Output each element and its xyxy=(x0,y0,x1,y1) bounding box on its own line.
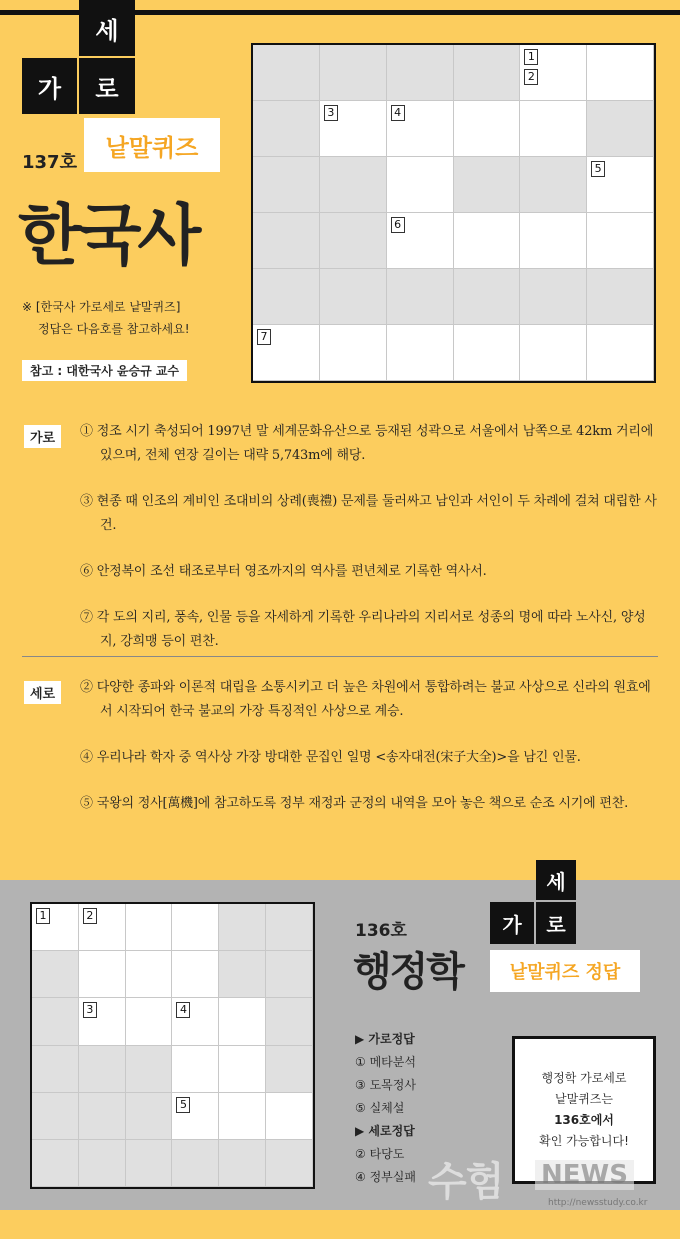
grid-cell[interactable] xyxy=(79,1093,126,1140)
note-line-2: 정답은 다음호를 참고하세요! xyxy=(38,322,190,336)
grid-cell[interactable] xyxy=(320,213,387,269)
grid-cell[interactable] xyxy=(266,1093,313,1140)
down-clue-4: ④ 우리나라 학자 중 역사상 가장 방대한 문집인 일명 <송자대전(宋子大全)>을 남긴 인물. xyxy=(80,750,581,765)
grid-cell[interactable] xyxy=(126,904,173,951)
grid-cell[interactable] xyxy=(320,101,387,157)
grid-cell[interactable] xyxy=(172,1140,219,1187)
grid-cell[interactable] xyxy=(172,951,219,998)
grid-cell[interactable] xyxy=(126,951,173,998)
prev-title: 행정학 xyxy=(353,949,463,995)
grid-cell[interactable] xyxy=(32,951,79,998)
across-clue-3: ③ 현종 때 인조의 계비인 조대비의 상례(喪禮) 문제를 둘러싸고 남인과 서인이 두 차례에 걸쳐 대립한 사건. xyxy=(80,494,657,533)
grid-cell[interactable] xyxy=(387,213,454,269)
grid-cell[interactable] xyxy=(387,269,454,325)
grid-cell[interactable] xyxy=(219,998,266,1045)
grid-cell[interactable] xyxy=(454,157,521,213)
grid-cell[interactable] xyxy=(79,904,126,951)
grid-cell[interactable] xyxy=(266,998,313,1045)
down-clues xyxy=(80,676,660,838)
grid-cell[interactable] xyxy=(320,45,387,101)
across-clue-7: ⑦ 각 도의 지리, 풍속, 인물 등을 자세하게 기록한 우리나라의 지리서로 성종의 명에 따라 노사신, 양성지, 강희맹 등이 편찬. xyxy=(80,610,646,649)
notice-line: 확인 가능합니다! xyxy=(539,1134,629,1148)
grid-cell[interactable] xyxy=(253,157,320,213)
clue-number: 4 xyxy=(176,1002,190,1018)
grid-cell[interactable] xyxy=(266,1046,313,1093)
grid-cell[interactable] xyxy=(587,269,654,325)
grid-cell[interactable] xyxy=(32,998,79,1045)
grid-cell[interactable] xyxy=(172,1093,219,1140)
grid-cell[interactable] xyxy=(266,1140,313,1187)
logo-ga: 가 xyxy=(22,58,77,114)
grid-cell[interactable] xyxy=(79,998,126,1045)
grid-cell[interactable] xyxy=(79,1140,126,1187)
grid-cell[interactable] xyxy=(520,157,587,213)
prev-logo-se: 세 xyxy=(536,860,576,900)
grid-cell[interactable] xyxy=(126,1140,173,1187)
grid-cell[interactable] xyxy=(387,325,454,381)
grid-cell[interactable] xyxy=(266,904,313,951)
grid-cell[interactable] xyxy=(520,45,587,101)
clue-number: 1 xyxy=(524,49,538,65)
grid-cell[interactable] xyxy=(32,1140,79,1187)
prev-logo-ro: 로 xyxy=(536,902,576,944)
grid-cell[interactable] xyxy=(32,904,79,951)
reference-label: 참고 : 대한국사 윤승규 교수 xyxy=(22,360,187,381)
grid-cell[interactable] xyxy=(454,325,521,381)
across-clues xyxy=(80,420,660,676)
down-tag: 세로 xyxy=(24,681,61,704)
grid-cell[interactable] xyxy=(253,101,320,157)
prev-issue-number: 136호 xyxy=(355,921,407,941)
across-tag: 가로 xyxy=(24,425,61,448)
grid-cell[interactable] xyxy=(454,101,521,157)
grid-cell[interactable] xyxy=(32,1046,79,1093)
grid-cell[interactable] xyxy=(520,325,587,381)
grid-cell[interactable] xyxy=(587,213,654,269)
note-line-1: ※ [한국사 가로세로 낱말퀴즈] xyxy=(22,300,181,314)
grid-cell[interactable] xyxy=(454,269,521,325)
logo-ro: 로 xyxy=(79,58,135,114)
grid-cell[interactable] xyxy=(172,904,219,951)
grid-cell[interactable] xyxy=(454,45,521,101)
answer-note xyxy=(22,296,190,340)
grid-cell[interactable] xyxy=(454,213,521,269)
notice-line: 행정학 가로세로 xyxy=(541,1071,627,1085)
clue-number: 6 xyxy=(391,217,405,233)
grid-cell[interactable] xyxy=(219,1093,266,1140)
quiz-label: 낱말퀴즈 xyxy=(84,118,220,172)
grid-cell[interactable] xyxy=(172,998,219,1045)
issue-number: 137호 xyxy=(22,152,77,173)
clue-number: 2 xyxy=(524,69,538,85)
answer-list xyxy=(355,1028,416,1189)
clue-number: 5 xyxy=(591,161,605,177)
clue-number: 5 xyxy=(176,1097,190,1113)
grid-cell[interactable] xyxy=(253,269,320,325)
grid-cell[interactable] xyxy=(520,269,587,325)
crossword-grid-136[interactable] xyxy=(30,902,315,1189)
grid-cell[interactable] xyxy=(520,213,587,269)
grid-cell[interactable] xyxy=(172,1046,219,1093)
grid-cell[interactable] xyxy=(219,1140,266,1187)
grid-cell[interactable] xyxy=(587,325,654,381)
grid-cell[interactable] xyxy=(32,1093,79,1140)
watermark-logo: 수험 xyxy=(428,1159,504,1205)
grid-cell[interactable] xyxy=(253,213,320,269)
grid-cell[interactable] xyxy=(219,1046,266,1093)
across-clue-1: ① 정조 시기 축성되어 1997년 말 세계문화유산으로 등재된 성곽으로 서울에서 남쪽으로 42km 거리에 있으며, 전체 연장 길이는 대략 5,743m에 해당. xyxy=(80,424,654,463)
grid-cell[interactable] xyxy=(520,101,587,157)
grid-cell[interactable] xyxy=(126,1046,173,1093)
page-title: 한국사 xyxy=(18,197,198,274)
answer-item: ④ 정부실패 xyxy=(355,1170,416,1184)
clue-number: 3 xyxy=(83,1002,97,1018)
grid-cell[interactable] xyxy=(587,157,654,213)
crossword-grid-137[interactable] xyxy=(251,43,656,383)
prev-quiz-label: 낱말퀴즈 정답 xyxy=(490,950,640,992)
across-clue-6: ⑥ 안정복이 조선 태조로부터 영조까지의 역사를 편년체로 기록한 역사서. xyxy=(80,564,487,579)
prev-logo-ga: 가 xyxy=(490,902,534,944)
clue-number: 7 xyxy=(257,329,271,345)
watermark-url: http://newsstudy.co.kr xyxy=(548,1198,648,1208)
clue-number: 1 xyxy=(36,908,50,924)
grid-cell[interactable] xyxy=(320,269,387,325)
across-answer-heading: ▶ 가로정답 xyxy=(355,1032,415,1046)
notice-line: 136호에서 xyxy=(554,1113,614,1127)
answer-item: ⑤ 실체설 xyxy=(355,1101,405,1115)
down-clue-5: ⑤ 국왕의 정사[萬機]에 참고하도록 정부 재정과 군정의 내역을 모아 놓은 책으로 순조 시기에 편찬. xyxy=(80,796,629,811)
grid-cell[interactable] xyxy=(253,45,320,101)
watermark-news: NEWS xyxy=(535,1160,634,1190)
grid-cell[interactable] xyxy=(126,998,173,1045)
notice-line: 낱말퀴즈는 xyxy=(555,1092,613,1106)
answer-item: ① 메타분석 xyxy=(355,1055,416,1069)
grid-cell[interactable] xyxy=(126,1093,173,1140)
grid-cell[interactable] xyxy=(219,904,266,951)
grid-cell[interactable] xyxy=(79,1046,126,1093)
grid-cell[interactable] xyxy=(79,951,126,998)
clue-number: 4 xyxy=(391,105,405,121)
grid-cell[interactable] xyxy=(387,101,454,157)
grid-cell[interactable] xyxy=(266,951,313,998)
clue-number: 2 xyxy=(83,908,97,924)
footer-band xyxy=(0,1210,680,1239)
logo-se: 세 xyxy=(79,0,135,56)
answer-item: ③ 도목정사 xyxy=(355,1078,416,1092)
section-divider xyxy=(22,656,658,657)
grid-cell[interactable] xyxy=(219,951,266,998)
grid-cell[interactable] xyxy=(320,325,387,381)
clue-number: 3 xyxy=(324,105,338,121)
grid-cell[interactable] xyxy=(387,157,454,213)
down-clue-2: ② 다양한 종파와 이론적 대립을 소통시키고 더 높은 차원에서 통합하려는 불교 사상으로 신라의 원효에서 시작되어 한국 불교의 가장 특징적인 사상으로 계승. xyxy=(80,680,651,719)
grid-cell[interactable] xyxy=(387,45,454,101)
grid-cell[interactable] xyxy=(587,45,654,101)
answer-item: ② 타당도 xyxy=(355,1147,405,1161)
grid-cell[interactable] xyxy=(587,101,654,157)
grid-cell[interactable] xyxy=(320,157,387,213)
grid-cell[interactable] xyxy=(253,325,320,381)
down-answer-heading: ▶ 세로정답 xyxy=(355,1124,415,1138)
